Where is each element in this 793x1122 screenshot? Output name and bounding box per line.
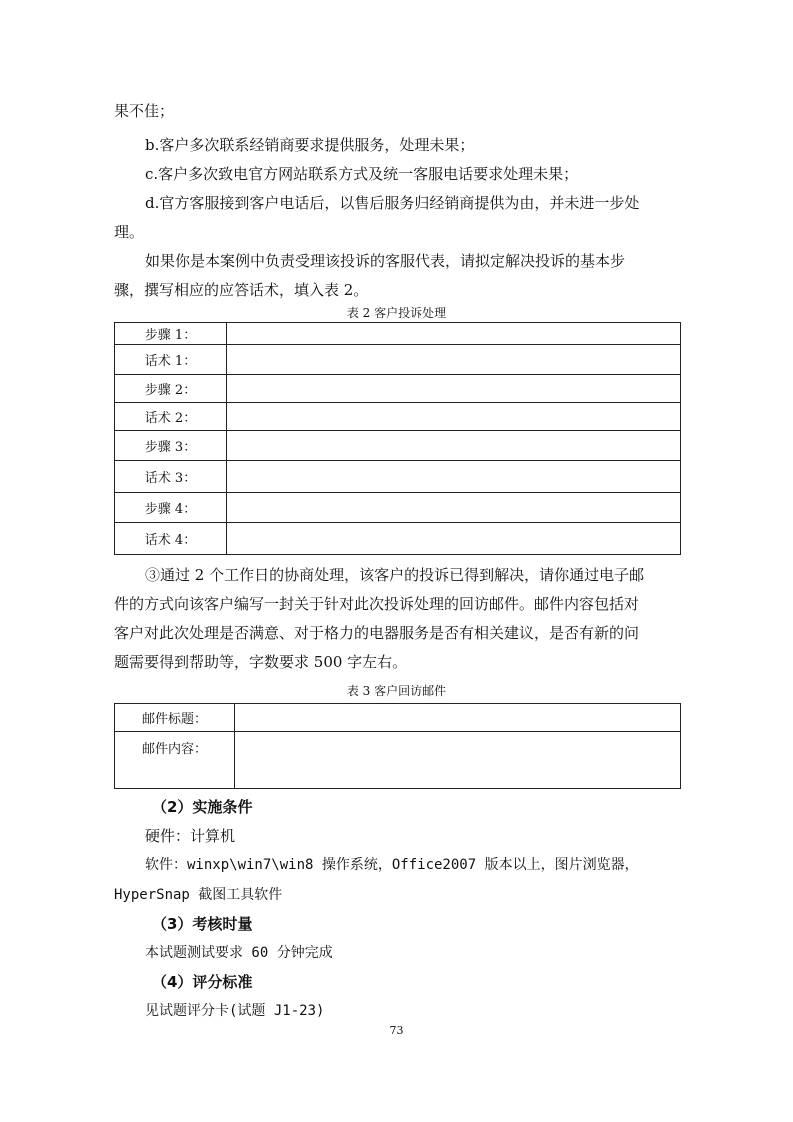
table-label-cell: 话术 4： bbox=[115, 523, 227, 555]
table-input-cell[interactable] bbox=[227, 523, 681, 555]
table-row bbox=[115, 493, 681, 523]
table-label-cell: 步骤 1： bbox=[115, 323, 227, 345]
scoring-text: 见试题评分卡(试题 J1-23) bbox=[145, 1003, 325, 1019]
table-row bbox=[115, 461, 681, 493]
paragraph-item-b: b.客户多次联系经销商要求提供服务，处理未果； bbox=[145, 136, 475, 154]
paragraph-task3-cont: 件的方式向该客户编写一封关于针对此次投诉处理的回访邮件。邮件内容包括对 bbox=[114, 595, 640, 613]
paragraph-task3-cont: 客户对此次处理是否满意、对于格力的电器服务是否有相关建议，是否有新的问 bbox=[114, 624, 640, 642]
email-title-cell[interactable] bbox=[235, 704, 681, 732]
table-row bbox=[115, 375, 681, 403]
table-label-cell: 话术 3： bbox=[115, 461, 227, 493]
table-label-cell: 话术 2： bbox=[115, 403, 227, 431]
table-row bbox=[115, 732, 681, 789]
table-label-cell: 步骤 4： bbox=[115, 493, 227, 523]
email-title-label: 邮件标题： bbox=[115, 704, 235, 732]
table-label-cell: 步骤 3： bbox=[115, 431, 227, 461]
table-row bbox=[115, 523, 681, 555]
table-label-cell: 话术 1： bbox=[115, 345, 227, 375]
table-input-cell[interactable] bbox=[227, 431, 681, 461]
table3-followup-email bbox=[114, 703, 681, 789]
section-heading-scoring: （4）评分标准 bbox=[152, 973, 253, 991]
table-row bbox=[115, 345, 681, 375]
paragraph-continuation: 果不佳； bbox=[114, 102, 175, 120]
paragraph-instruction: 如果你是本案例中负责受理该投诉的客服代表，请拟定解决投诉的基本步 bbox=[145, 252, 626, 270]
table-input-cell[interactable] bbox=[227, 403, 681, 431]
paragraph-item-c: c.客户多次致电官方网站联系方式及统一客服电话要求处理未果； bbox=[145, 165, 579, 183]
table-row bbox=[115, 431, 681, 461]
time-text: 本试题测试要求 60 分钟完成 bbox=[145, 945, 333, 961]
table2-caption: 表 2 客户投诉处理 bbox=[346, 306, 447, 320]
hardware-text: 硬件：计算机 bbox=[145, 827, 236, 845]
table-input-cell[interactable] bbox=[227, 493, 681, 523]
paragraph-task3-cont: 题需要得到帮助等，字数要求 500 字左右。 bbox=[114, 653, 408, 671]
table-row bbox=[115, 403, 681, 431]
software-text: 软件：winxp\win7\win8 操作系统，Office2007 版本以上，图片浏览器， bbox=[145, 857, 639, 873]
table-label-cell: 步骤 2： bbox=[115, 375, 227, 403]
paragraph-task3: ③通过 2 个工作日的协商处理，该客户的投诉已得到解决，请你通过电子邮 bbox=[145, 566, 645, 584]
table2-complaint-handling bbox=[114, 322, 681, 555]
table-row bbox=[115, 704, 681, 732]
paragraph-instruction-cont: 骤，撰写相应的应答话术，填入表 2。 bbox=[114, 281, 369, 299]
table-input-cell[interactable] bbox=[227, 461, 681, 493]
page-number: 73 bbox=[389, 1024, 404, 1037]
paragraph-item-d: d.官方客服接到客户电话后，以售后服务归经销商提供为由，并未进一步处 bbox=[145, 194, 640, 212]
table-input-cell[interactable] bbox=[227, 345, 681, 375]
table-input-cell[interactable] bbox=[227, 323, 681, 345]
software-text-cont: HyperSnap 截图工具软件 bbox=[114, 887, 283, 903]
section-heading-time: （3）考核时量 bbox=[152, 915, 253, 933]
table-row bbox=[115, 323, 681, 345]
email-content-cell[interactable] bbox=[235, 732, 681, 789]
section-heading-conditions: （2）实施条件 bbox=[152, 798, 253, 816]
paragraph-item-d-cont: 理。 bbox=[114, 223, 145, 241]
email-content-label: 邮件内容： bbox=[115, 732, 235, 789]
table3-caption: 表 3 客户回访邮件 bbox=[346, 684, 447, 698]
table-input-cell[interactable] bbox=[227, 375, 681, 403]
